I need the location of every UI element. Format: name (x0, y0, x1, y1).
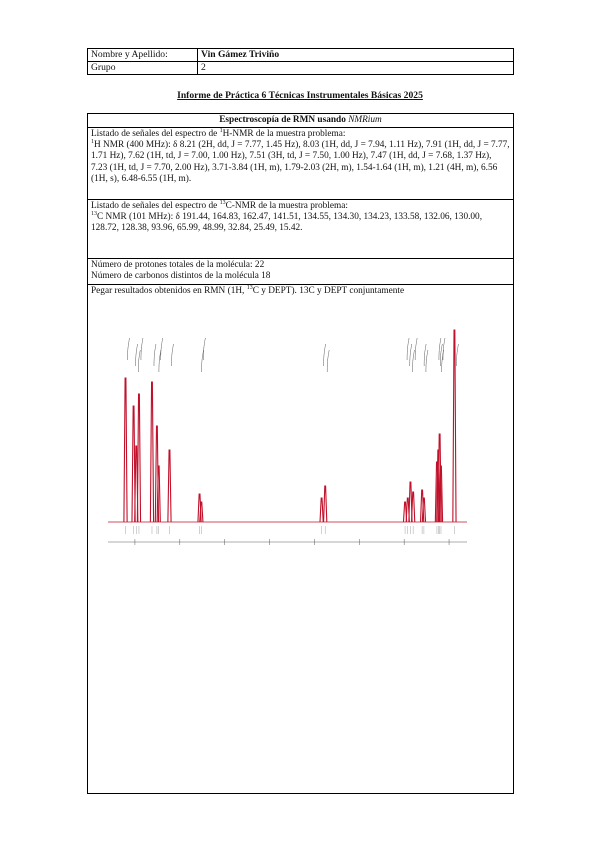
nmr-spectrum-plot (100, 312, 475, 562)
spectrum-peak (412, 492, 415, 522)
c-nmr-intro: Listado de señales del espectro de $^{13}$C-NMR de la muestra problema: (91, 199, 348, 211)
group-label: Grupo (88, 62, 198, 75)
counts-block (88, 259, 513, 285)
integral-curve (161, 338, 163, 360)
h-nmr-block (88, 128, 513, 200)
h-nmr-intro: Listado de señales del espectro de $^1$H-NMR de la muestra problema: (91, 127, 346, 139)
integral-curve (138, 350, 140, 372)
carbon-count: Número de carbonos distintos de la molécula 18 (91, 271, 271, 282)
results-block (88, 285, 513, 301)
integral-curve (141, 338, 143, 360)
integral-curve (412, 350, 414, 372)
integral-curve (154, 344, 156, 366)
group-value: 2 (198, 62, 514, 75)
name-value: Vin Gámez Triviño (198, 49, 514, 62)
spectrum-peak (453, 330, 456, 522)
integral-curve (456, 344, 458, 366)
group-row (88, 62, 514, 75)
section-title: Espectroscopía de RMN usando (219, 115, 349, 125)
software-name: NMRium (348, 115, 382, 125)
spectrum-peak (168, 450, 171, 522)
section-header (88, 114, 513, 128)
integral-curve (443, 338, 445, 360)
c-nmr-block (88, 200, 513, 259)
spectrum-peak (124, 378, 127, 522)
integral-curve (202, 350, 204, 372)
name-label: Nombre y Apellido: (88, 49, 198, 62)
integral-curve (128, 338, 130, 360)
integral-curve (203, 338, 205, 360)
integral-curve (415, 338, 417, 360)
integral-curve (407, 338, 409, 360)
integral-curve (424, 344, 426, 366)
name-row (88, 49, 514, 62)
results-label: Pegar resultados obtenidos en RMN (1H, $^{13}$C y DEPT). 13C y DEPT conjuntamente (91, 284, 405, 296)
integral-curves (128, 338, 459, 372)
c-nmr-data: $^{13}$C NMR (101 MHz): δ 191.44, 164.83, 162.47, 141.51, 134.55, 134.30, 134.23, 133.58, 132.06, 130.00, 128.72, 128.38, 93.96, 65.99, 48.99, 32.84, 25.49, 15.42. (91, 211, 483, 234)
report-title: Informe de Práctica 6 Técnicas Instrumentales Básicas 2025 (177, 90, 423, 101)
integral-curve (426, 350, 428, 372)
spectrum-peak (137, 394, 140, 522)
spectrum-peak (320, 498, 323, 522)
spectrum-peaks (124, 330, 456, 522)
spectrum-peak (150, 382, 153, 522)
integral-curve (171, 344, 173, 366)
integral-curve (327, 350, 329, 372)
proton-count: Número de protones totales de la molécula: 22 (91, 260, 265, 270)
integral-curve (410, 344, 412, 366)
student-info-table (87, 48, 514, 75)
spectrum-peak (324, 486, 327, 522)
ppm-axis (108, 526, 467, 545)
h-nmr-data: $^1$H NMR (400 MHz): δ 8.21 (2H, dd, J = 7.77, 1.45 Hz), 8.03 (1H, dd, J = 7.94, 1.11 Hz), 7.91 (1H, dd, J = 7.77, 1.71 Hz), 7.62 (1H, td, J = 7.00, 1.00 Hz), 7.51 (3H, td, J = 7.50, 1.00 Hz), 7.47 (1H, dd, J = 7.68, 1.37 Hz), 7.23 (1H, td, J = 7.70, 2.00 Hz), 3.71-3.84 (1H, m), 1.79-2.03 (2H, m), 1.54-1.64 (1H, m), 1.21 (4H, m), 6.56 (1H, s), 6.48-6.55 (1H, m). (91, 139, 510, 184)
integral-curve (136, 344, 138, 366)
integral-curve (324, 344, 326, 366)
integral-curve (159, 350, 161, 372)
